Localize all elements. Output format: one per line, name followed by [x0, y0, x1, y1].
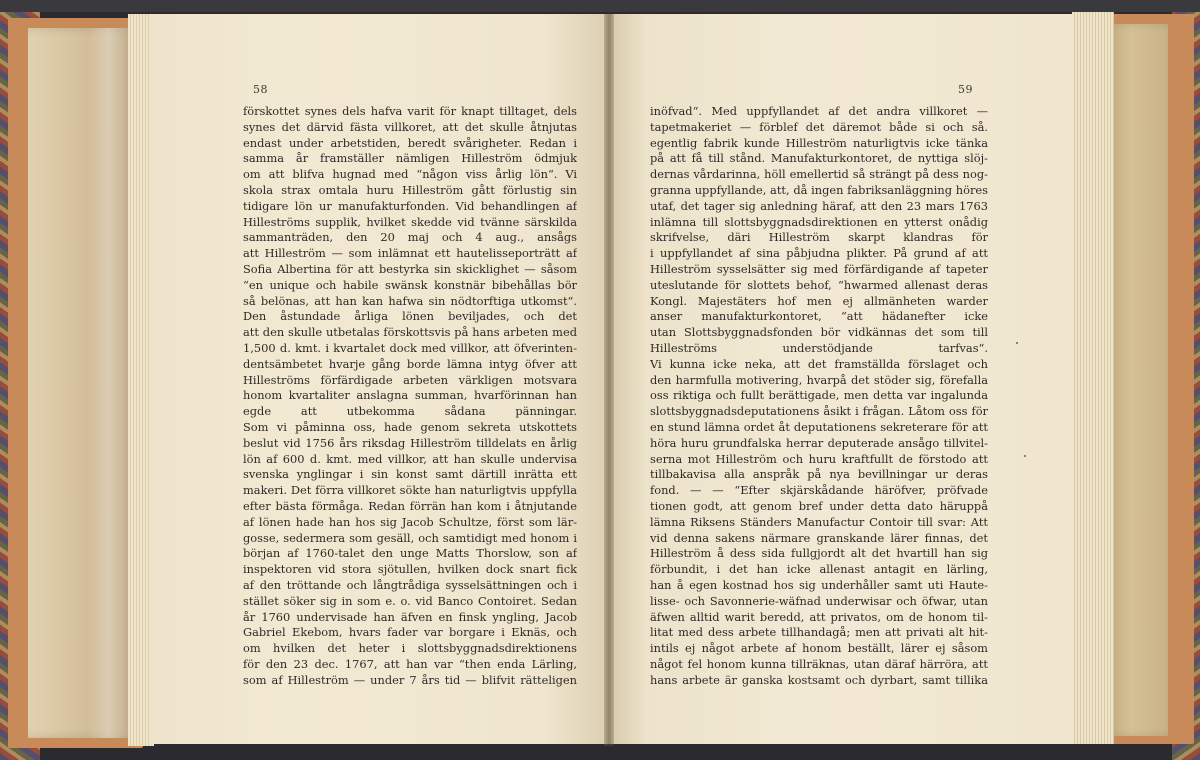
text-line: Som vi påminna oss, hade genom sekreta utskottets	[243, 419, 577, 434]
text-line: Hilleströms understödjande tarfvas“.	[650, 340, 988, 355]
page-stack-right	[1072, 12, 1114, 744]
text-line: något fel honom kunna tillräknas, utan däraf härröra, att	[650, 656, 988, 671]
text-line: anser manufakturkontoret, “att hädanefter icke	[650, 309, 988, 324]
text-line: intils ej något arbete af honom beställt, lärer ej såsom	[650, 641, 988, 656]
text-line: lön af 600 d. kmt. med villkor, att han skulle undervisa	[243, 451, 577, 466]
text-line: 1,500 d. kmt. i kvartalet dock med villkor, att öfverinten-	[243, 340, 577, 355]
text-line: af lönen hade han hos sig Jacob Schultze, först som lär-	[243, 514, 577, 529]
text-line: synes det därvid fästa villkoret, att det skulle åtnjutas	[243, 119, 577, 134]
text-line: litat med dess arbete tillhandagå; men att privati alt hit-	[650, 625, 988, 640]
text-line: granna uppfyllande, att, då ingen fabriksanläggning höres	[650, 182, 988, 197]
text-line: skrifvelse, däri Hilleström skarpt klandras för	[650, 230, 988, 245]
text-line: gosse, sedermera som gesäll, och samtidigt med honom i	[243, 530, 577, 545]
text-line: år 1760 undervisade han äfven en finsk yngling, Jacob	[243, 609, 577, 624]
page-speck	[1024, 455, 1026, 457]
text-line: oss riktiga och fullt berättigade, men detta var ingalunda	[650, 388, 988, 403]
page-speck	[1016, 342, 1018, 344]
endpaper-left	[28, 28, 138, 738]
text-line: Kongl. Majestäters hof men ej allmänheten warder	[650, 293, 988, 308]
text-line: om hvilken det heter i slottsbyggnadsdirektionens	[243, 641, 577, 656]
text-line: början af 1760-talet den unge Matts Thorslow, son af	[243, 546, 577, 561]
text-line: utan Slottsbyggnadsfonden bör vidkännas det som till	[650, 325, 988, 340]
text-line: förskottet synes dels hafva varit för knapt tilltaget, dels	[243, 104, 577, 118]
left-page-text	[243, 104, 577, 688]
text-line: för den 23 dec. 1767, att han var “then enda Lärling,	[243, 656, 577, 671]
text-line: som af Hilleström — under 7 års tid — blifvit rätteligen	[243, 672, 577, 687]
page-number-right: 59	[958, 83, 973, 96]
text-line: lämna Riksens Ständers Manufactur Contoir till svar: Att	[650, 514, 988, 529]
text-line: Vi kunna icke neka, att det framställda förslaget och	[650, 356, 988, 371]
text-line: han å egen kostnad hos sig underhåller samt uti Haute-	[650, 577, 988, 592]
text-line: tionen godt, att genom bref under detta dato häruppå	[650, 498, 988, 513]
text-line: att den skulle utbetalas förskottsvis på hans arbeten med	[243, 325, 577, 340]
text-line: dentsämbetet hvarje gång borde lämna intyg öfver att	[243, 356, 577, 371]
text-line: “en unique och habile swänsk konstnär bibehållas bör	[243, 277, 577, 292]
text-line: förbundit, i det han icke allenast antagit en lärling,	[650, 562, 988, 577]
text-line: endast under arbetstiden, beredt svårigheter. Redan i	[243, 135, 577, 150]
text-line: vid denna sakens närmare granskande lärer finnas, det	[650, 530, 988, 545]
text-line: inöfvad“. Med uppfyllandet af det andra villkoret —	[650, 104, 988, 118]
text-line: Hilleström sysselsätter sig med förfärdigande af tapeter	[650, 261, 988, 276]
text-line: i uppfyllandet af sina påbjudna plikter. På grund af att	[650, 246, 988, 261]
text-line: sammanträden, den 20 maj och 4 aug., ansågs	[243, 230, 577, 245]
text-line: beslut vid 1756 års riksdag Hilleström tilldelats en årlig	[243, 435, 577, 450]
text-line: af den tröttande och långtrådiga sysselsättningen och i	[243, 577, 577, 592]
text-line: Sofia Albertina för att bestyrka sin skicklighet — såsom	[243, 261, 577, 276]
text-line: Gabriel Ekebom, hvars fader var borgare i Eknäs, och	[243, 625, 577, 640]
text-line: tidigare lön ur manufakturfonden. Vid behandlingen af	[243, 198, 577, 213]
text-line: lisse- och Savonnerie-wäfnad underwisar och öfwar, utan	[650, 593, 988, 608]
text-line: inlämna till slottsbyggnadsdirektionen en ytterst onådig	[650, 214, 988, 229]
text-line: höra huru grundfalska herrar deputerade ansågo tillvitel-	[650, 435, 988, 450]
text-line: tapetmakeriet — förblef det däremot både si och så.	[650, 119, 988, 134]
endpaper-right	[1106, 24, 1168, 736]
text-line: en stund lämna ordet åt deputationens sekreterare för att	[650, 419, 988, 434]
text-line: den harmfulla motivering, hvarpå det stöder sig, förefalla	[650, 372, 988, 387]
text-line: skola strax omtala huru Hilleström gått förlustig sin	[243, 182, 577, 197]
text-line: makeri. Det förra villkoret sökte han naturligtvis uppfylla	[243, 483, 577, 498]
text-line: honom kvartaliter anslagna summan, hvarförinnan han	[243, 388, 577, 403]
scan-background	[0, 0, 1200, 12]
text-line: samma år framställer nämligen Hilleström ödmjuk	[243, 151, 577, 166]
text-line: Hilleström å dess sida fullgjordt alt det hvartill han sig	[650, 546, 988, 561]
text-line: äfwen alltid warit beredd, att privatos, om de honom til-	[650, 609, 988, 624]
text-line: Hilleströms supplik, hvilket skedde vid tvänne särskilda	[243, 214, 577, 229]
book-gutter	[604, 14, 614, 746]
text-line: på att få till stånd. Manufakturkontoret, de nyttiga slöj-	[650, 151, 988, 166]
text-line: fond. — — “Efter skjärskådande häröfver, pröfvade	[650, 483, 988, 498]
text-line: svenska ynglingar i sin konst samt därtill inrätta ett	[243, 467, 577, 482]
text-line: att Hilleström — som inlämnat ett hautelisseporträtt af	[243, 246, 577, 261]
text-line: slottsbyggnadsdeputationens åsikt i frågan. Låtom oss för	[650, 404, 988, 419]
text-line: dernas vårdarinna, höll emellertid så strängt på dess nog-	[650, 167, 988, 182]
text-line: Hilleströms förfärdigade arbeten värkligen motsvara	[243, 372, 577, 387]
text-line: stället söker sig in som e. o. vid Banco Contoiret. Sedan	[243, 593, 577, 608]
text-line: uteslutande för slottets behof, “hwarmed allenast deras	[650, 277, 988, 292]
text-line: tillbakavisa alla anspråk på nya bevillningar ur deras	[650, 467, 988, 482]
text-line: Den åstundade årliga lönen beviljades, och det	[243, 309, 577, 324]
text-line: så belönas, att han kan hafwa sin nödtorftiga utkomst“.	[243, 293, 577, 308]
text-line: utaf, det tager sig anledning häraf, att den 23 mars 1763	[650, 198, 988, 213]
text-line: om att blifva hugnad med “någon viss årlig lön“. Vi	[243, 167, 577, 182]
page-number-left: 58	[253, 83, 268, 96]
text-line: efter bästa förmåga. Redan förrän han kom i åtnjutande	[243, 498, 577, 513]
text-line: hans arbete är ganska kostsamt och dyrbart, samt tillika	[650, 672, 988, 687]
text-line: serna mot Hilleström och huru kraftfullt de förstodo att	[650, 451, 988, 466]
text-line: egentlig fabrik kunde Hilleström naturligtvis icke tänka	[650, 135, 988, 150]
text-line: inspektoren vid stora sjötullen, hvilken dock snart fick	[243, 562, 577, 577]
right-page-text	[650, 104, 988, 688]
text-line: egde att utbekomma sådana pänningar.	[243, 404, 577, 419]
